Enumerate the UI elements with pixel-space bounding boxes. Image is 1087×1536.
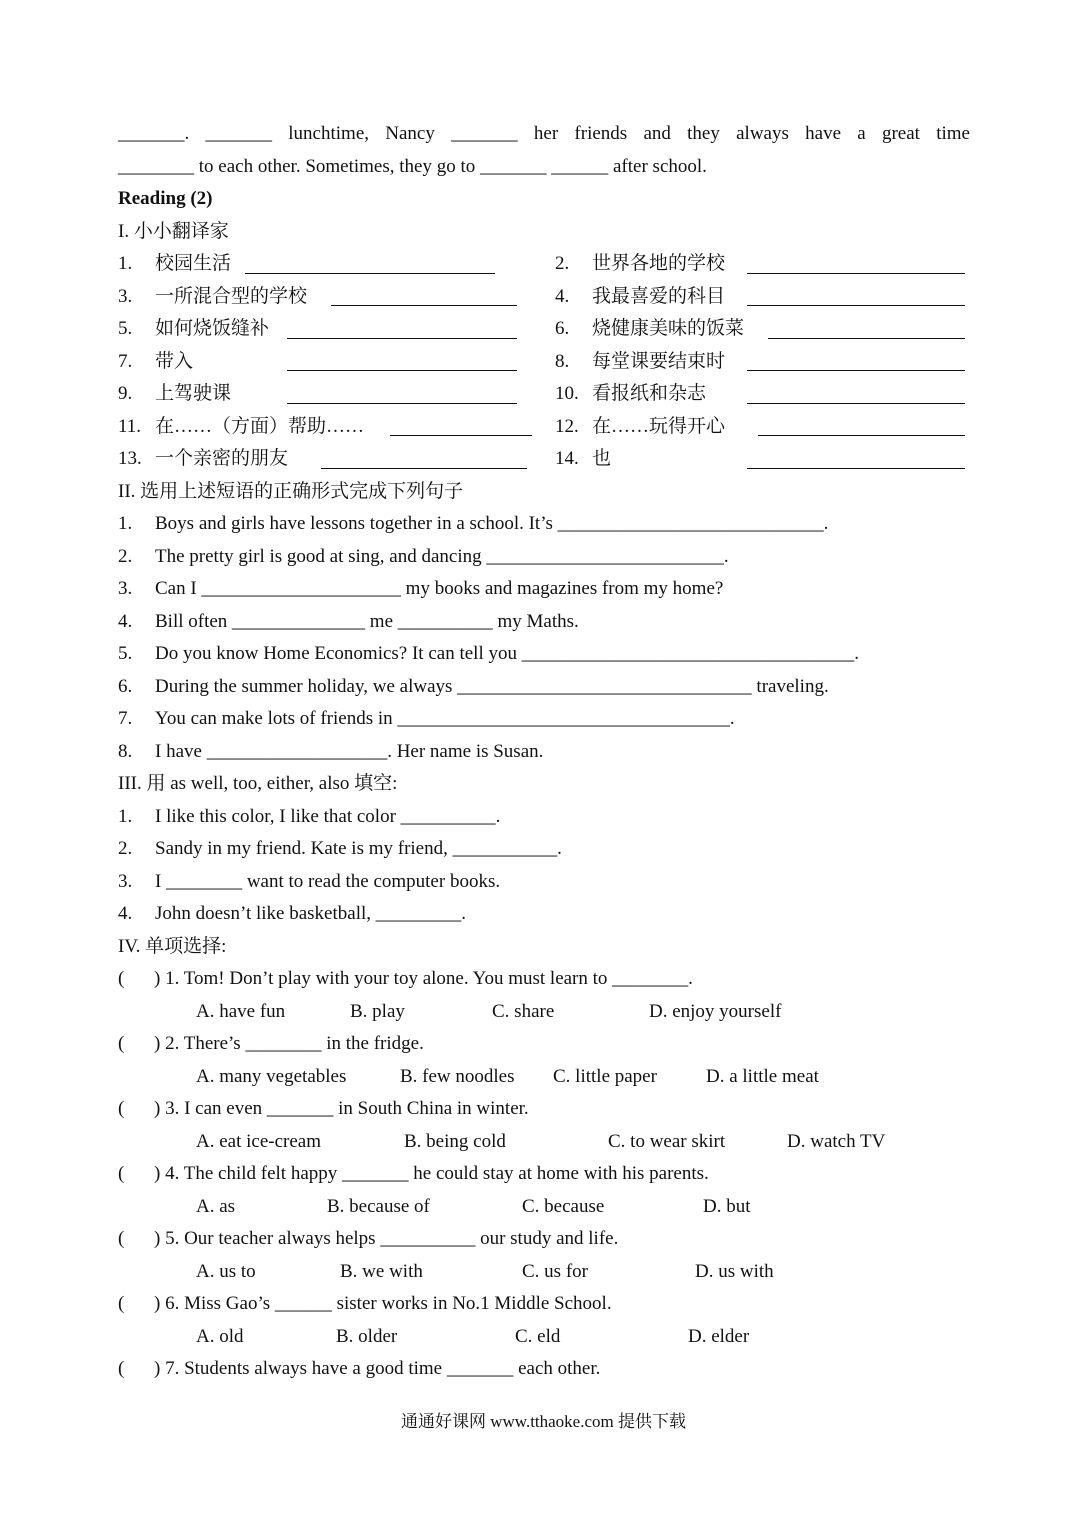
option-b[interactable]: B. few noodles bbox=[400, 1065, 515, 1087]
sentence-item: 3. Can I _____________________ my books and magazines from my home? bbox=[118, 578, 724, 599]
option-d[interactable]: D. us with bbox=[695, 1260, 774, 1282]
fill-item: 1. I like this color, I like that color __________. bbox=[118, 805, 501, 827]
option-d[interactable]: D. elder bbox=[688, 1325, 750, 1347]
answer-blank[interactable] bbox=[321, 468, 527, 469]
answer-blank[interactable] bbox=[287, 403, 517, 404]
translate-row bbox=[118, 248, 970, 281]
option-a[interactable]: A. as bbox=[196, 1195, 236, 1217]
option-b[interactable]: B. we with bbox=[340, 1260, 423, 1282]
option-c[interactable]: C. us for bbox=[522, 1260, 588, 1282]
answer-blank[interactable] bbox=[245, 273, 495, 274]
question-3-options bbox=[118, 1126, 970, 1159]
page-footer: 通通好课网 www.tthaoke.com 提供下载 bbox=[400, 1412, 687, 1431]
answer-blank[interactable] bbox=[331, 305, 517, 306]
translate-item: 5. 如何烧饭缝补 bbox=[118, 318, 270, 339]
translate-item: 2. 世界各地的学校 bbox=[555, 253, 726, 274]
sentence-item: 1. Boys and girls have lessons together in a school. It’s ____________________________. bbox=[118, 513, 829, 534]
translate-item: 14. 也 bbox=[555, 448, 612, 469]
option-b[interactable]: B. because of bbox=[327, 1195, 430, 1217]
translate-item: 11. 在……（方面）帮助…… bbox=[118, 415, 365, 437]
translate-item: 4. 我最喜爱的科目 bbox=[555, 285, 726, 307]
question-4: ( ) 4. The child felt happy _______ he could stay at home with his parents. bbox=[118, 1163, 709, 1184]
option-d[interactable]: D. but bbox=[703, 1195, 751, 1217]
sentence-item: 6. During the summer holiday, we always _______________________________ traveling. bbox=[118, 675, 829, 697]
question-1-options bbox=[118, 996, 970, 1029]
section-1-title: I. 小小翻译家 bbox=[118, 220, 229, 242]
answer-blank[interactable] bbox=[287, 370, 517, 371]
question-3: ( ) 3. I can even _______ in South China in winter. bbox=[118, 1098, 529, 1119]
fill-item: 2. Sandy in my friend. Kate is my friend, ___________. bbox=[118, 838, 562, 859]
option-c[interactable]: C. because bbox=[522, 1195, 605, 1217]
intro-line-1: _______. _______ lunchtime, Nancy _______ her friends and they always have a great time bbox=[118, 123, 970, 144]
question-6-options bbox=[118, 1321, 970, 1354]
answer-blank[interactable] bbox=[747, 273, 965, 274]
fill-item: 4. John doesn’t like basketball, _________. bbox=[118, 903, 467, 924]
section-4-title: IV. 单项选择: bbox=[118, 935, 227, 957]
translate-row bbox=[118, 346, 970, 379]
question-7: ( ) 7. Students always have a good time _______ each other. bbox=[118, 1358, 601, 1379]
question-5-options bbox=[118, 1256, 970, 1289]
question-6: ( ) 6. Miss Gao’s ______ sister works in No.1 Middle School. bbox=[118, 1293, 612, 1314]
question-4-options bbox=[118, 1191, 970, 1224]
option-c[interactable]: C. to wear skirt bbox=[608, 1130, 726, 1152]
translate-item: 6. 烧健康美味的饭菜 bbox=[555, 318, 745, 339]
sentence-item: 7. You can make lots of friends in ___________________________________. bbox=[118, 708, 735, 729]
section-heading: Reading (2) bbox=[118, 188, 213, 209]
answer-blank[interactable] bbox=[758, 435, 965, 436]
translate-row bbox=[118, 443, 970, 476]
answer-blank[interactable] bbox=[390, 435, 532, 436]
answer-blank[interactable] bbox=[747, 305, 965, 306]
section-3-title: III. 用 as well, too, either, also 填空: bbox=[118, 773, 398, 794]
section-2-title: II. 选用上述短语的正确形式完成下列句子 bbox=[118, 480, 464, 502]
option-d[interactable]: D. a little meat bbox=[706, 1065, 819, 1087]
translate-item: 10. 看报纸和杂志 bbox=[555, 383, 707, 404]
sentence-item: 8. I have ___________________. Her name is Susan. bbox=[118, 740, 544, 762]
question-1: ( ) 1. Tom! Don’t play with your toy alone. You must learn to ________. bbox=[118, 968, 693, 989]
answer-blank[interactable] bbox=[768, 338, 965, 339]
worksheet-page bbox=[118, 118, 970, 1386]
sentence-item: 4. Bill often ______________ me __________ my Maths. bbox=[118, 610, 579, 632]
option-b[interactable]: B. play bbox=[350, 1000, 405, 1022]
option-c[interactable]: C. little paper bbox=[553, 1065, 657, 1087]
answer-blank[interactable] bbox=[747, 468, 965, 469]
translate-item: 7. 带入 bbox=[118, 350, 194, 372]
option-d[interactable]: D. watch TV bbox=[787, 1130, 886, 1152]
translate-row bbox=[118, 281, 970, 314]
option-b[interactable]: B. older bbox=[336, 1325, 398, 1347]
sentence-item: 2. The pretty girl is good at sing, and dancing _________________________. bbox=[118, 545, 729, 567]
option-c[interactable]: C. share bbox=[492, 1000, 555, 1022]
answer-blank[interactable] bbox=[747, 403, 965, 404]
question-2: ( ) 2. There’s ________ in the fridge. bbox=[118, 1033, 424, 1054]
option-d[interactable]: D. enjoy yourself bbox=[649, 1000, 782, 1022]
translate-row bbox=[118, 313, 970, 346]
answer-blank[interactable] bbox=[287, 338, 517, 339]
translate-item: 12. 在……玩得开心 bbox=[555, 415, 726, 437]
option-c[interactable]: C. eld bbox=[515, 1325, 561, 1347]
translate-item: 9. 上驾驶课 bbox=[118, 383, 232, 404]
option-a[interactable]: A. eat ice-cream bbox=[196, 1130, 321, 1152]
sentence-item: 5. Do you know Home Economics? It can tell you ___________________________________. bbox=[118, 643, 859, 664]
option-a[interactable]: A. many vegetables bbox=[196, 1065, 347, 1087]
option-a[interactable]: A. us to bbox=[196, 1260, 256, 1282]
question-2-options bbox=[118, 1061, 970, 1094]
option-a[interactable]: A. old bbox=[196, 1325, 244, 1347]
fill-item: 3. I ________ want to read the computer books. bbox=[118, 870, 501, 892]
translate-row bbox=[118, 411, 970, 444]
intro-line-2: ________ to each other. Sometimes, they go to _______ ______ after school. bbox=[118, 155, 707, 177]
option-b[interactable]: B. being cold bbox=[404, 1130, 506, 1152]
question-5: ( ) 5. Our teacher always helps __________ our study and life. bbox=[118, 1228, 619, 1249]
answer-blank[interactable] bbox=[747, 370, 965, 371]
translate-row bbox=[118, 378, 970, 411]
translate-item: 3. 一所混合型的学校 bbox=[118, 285, 308, 307]
translate-item: 8. 每堂课要结束时 bbox=[555, 350, 726, 372]
translate-item: 1. 校园生活 bbox=[118, 253, 232, 274]
option-a[interactable]: A. have fun bbox=[196, 1000, 286, 1022]
translate-item: 13. 一个亲密的朋友 bbox=[118, 448, 289, 469]
